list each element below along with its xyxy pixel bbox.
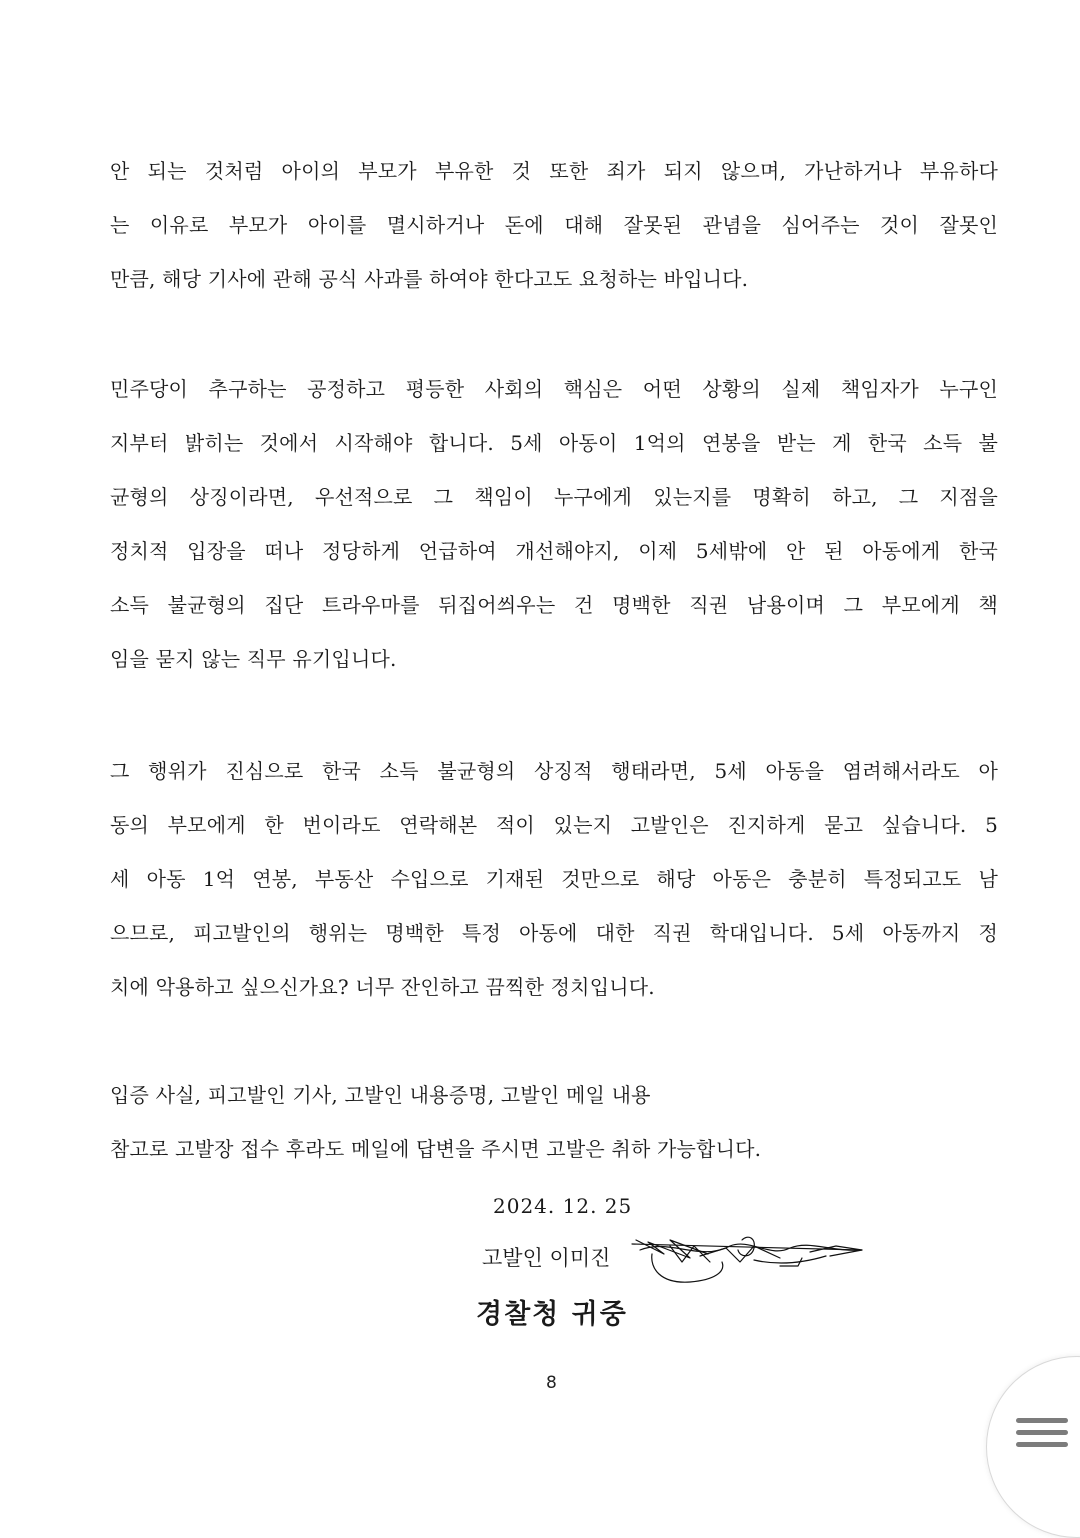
- text-line: 으므로, 피고발인의 행위는 명백한 특정 아동에 대한 직권 학대입니다. 5세 아동까지 정: [110, 921, 998, 945]
- text-line: 세 아동 1억 연봉, 부동산 수입으로 기재된 것만으로 해당 아동은 충분히 특정되고도 남: [110, 867, 998, 891]
- text-line: 입증 사실, 피고발인 기사, 고발인 내용증명, 고발인 메일 내용: [110, 1083, 651, 1107]
- addressee: 경찰청 귀중: [476, 1299, 628, 1330]
- text-line: 균형의 상징이라면, 우선적으로 그 책임이 누구에게 있는지를 명확히 하고, 그 지점을: [110, 485, 998, 509]
- paragraph-responsibility: [110, 362, 998, 686]
- text-line: 만큼, 해당 기사에 관해 공식 사과를 하여야 한다고도 요청하는 바입니다.: [110, 267, 749, 291]
- page-number: 8: [546, 1373, 557, 1393]
- handwritten-signature: [630, 1232, 866, 1288]
- complainant-name: 고발인 이미진: [482, 1246, 611, 1270]
- text-line: 그 행위가 진심으로 한국 소득 불균형의 상징적 행태라면, 5세 아동을 염려해서라도 아: [110, 759, 998, 783]
- text-line: 임을 묻지 않는 직무 유기입니다.: [110, 647, 397, 671]
- text-line: 지부터 밝히는 것에서 시작해야 합니다. 5세 아동이 1억의 연봉을 받는 게 한국 소득 불: [110, 431, 998, 455]
- text-line: 정치적 입장을 떠나 정당하게 언급하여 개선해야지, 이제 5세밖에 안 된 아동에게 한국: [110, 539, 998, 563]
- paragraph-child-abuse-claim: [110, 744, 998, 1014]
- text-line: 안 되는 것처럼 아이의 부모가 부유한 것 또한 죄가 되지 않으며, 가난하거나 부유하다: [110, 159, 998, 183]
- text-line: 동의 부모에게 한 번이라도 연락해본 적이 있는지 고발인은 진지하게 묻고 싶습니다. 5: [110, 813, 998, 837]
- hamburger-menu-icon[interactable]: [1016, 1418, 1068, 1448]
- paragraph-evidence-note: [110, 1068, 998, 1176]
- text-line: 민주당이 추구하는 공정하고 평등한 사회의 핵심은 어떤 상황의 실제 책임자가 누구인: [110, 377, 998, 401]
- document-date: 2024. 12. 25: [493, 1194, 633, 1218]
- text-line: 는 이유로 부모가 아이를 멸시하거나 돈에 대해 잘못된 관념을 심어주는 것이 잘못인: [110, 213, 998, 237]
- text-line: 소득 불균형의 집단 트라우마를 뒤집어씌우는 건 명백한 직권 남용이며 그 부모에게 책: [110, 593, 998, 617]
- text-line: 치에 악용하고 싶으신가요? 너무 잔인하고 끔찍한 정치입니다.: [110, 975, 655, 999]
- text-line: 참고로 고발장 접수 후라도 메일에 답변을 주시면 고발은 취하 가능합니다.: [110, 1137, 762, 1161]
- paragraph-apology-request: [110, 144, 998, 306]
